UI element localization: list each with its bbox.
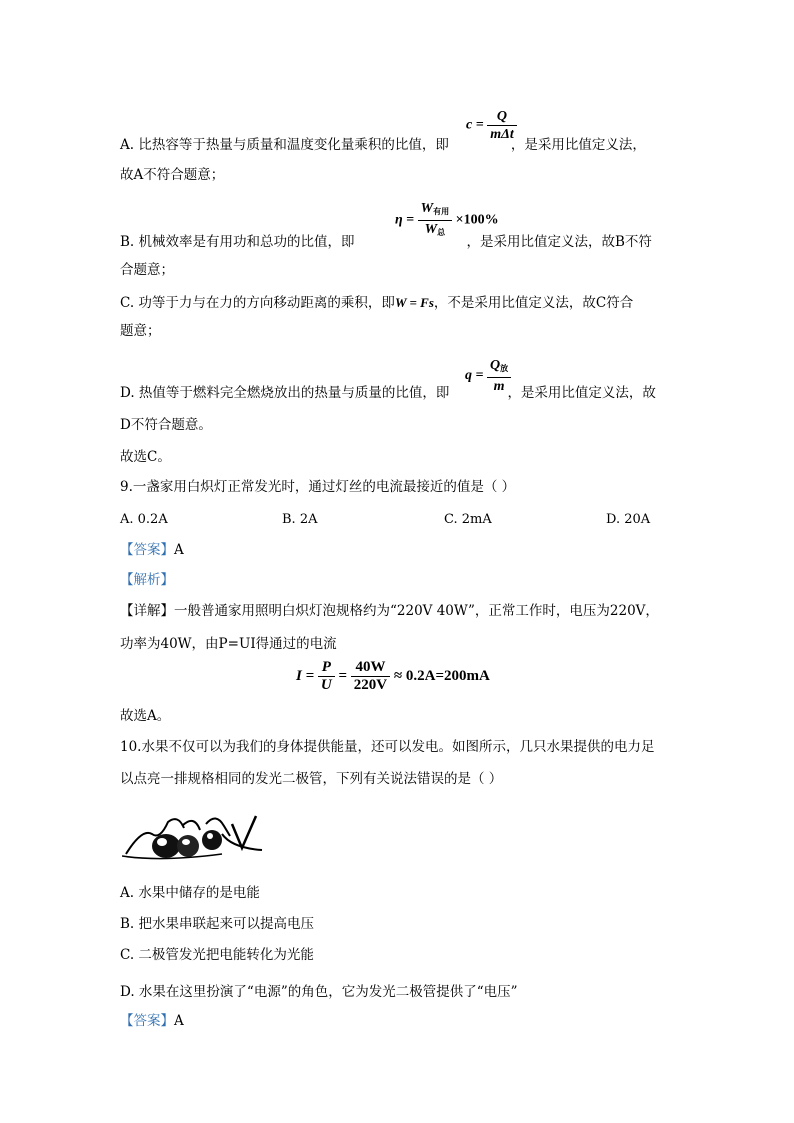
q9-detail-line-1: 【详解】一般普通家用照明白炽灯泡规格约为“220V 40W”，正常工作时，电压为220V， — [120, 603, 659, 619]
q10-option-b: B. 把水果串联起来可以提高电压 — [120, 916, 315, 932]
question-10-stem-line-2: 以点亮一排规格相同的发光二极管，下列有关说法错误的是（ ） — [120, 771, 503, 787]
q9-conclusion: 故选A。 — [120, 708, 171, 724]
formula-specific-heat: c = $\frac{Q}{\text{mΔt}}$ — [466, 108, 517, 143]
answer-tag: 【答案】 — [120, 1013, 174, 1029]
option-b-line-1: B. 机械效率是有用功和总功的比值，即 ，是采用比值定义法，故B不符 — [120, 234, 652, 250]
q9-analysis-tag: 【解析】 — [120, 572, 174, 588]
q10-option-a: A. 水果中储存的是电能 — [120, 885, 260, 901]
q10-option-d: D. 水果在这里扮演了“电源”的角色，它为发光二极管提供了“电压” — [120, 984, 518, 1000]
option-d-line-1: D. 热值等于燃料完全燃烧放出的热量与质量的比值，即 ，是采用比值定义法，故 — [120, 385, 656, 401]
option-a-line-1: A. 比热容等于热量与质量和温度变化量乘积的比值，即 ，是采用比值定义法， — [120, 137, 646, 153]
q10-option-c: C. 二极管发光把电能转化为光能 — [120, 947, 314, 963]
question-10-stem-line-1: 10.水果不仅可以为我们的身体提供能量，还可以发电。如图所示，几只水果提供的电力足 — [120, 739, 655, 755]
fruit-battery-figure — [122, 808, 272, 864]
option-c-line-2: 题意； — [120, 323, 161, 339]
q9-detail-line-2: 功率为40W，由P=UI得通过的电流 — [120, 636, 337, 652]
option-a-line-2: 故A不符合题意； — [120, 167, 225, 183]
option-d-line-2: D不符合题意。 — [120, 417, 212, 433]
q10-answer: 【答案】A — [120, 1013, 184, 1029]
formula-heat-value: q = $\frac{Q_放}{m}$ — [465, 357, 511, 395]
q9-option-c: C. 2mA — [444, 512, 492, 527]
answer-tag: 【答案】 — [120, 542, 174, 558]
formula-efficiency: η = $\frac{W_{有用}}{W_总}$ ×100% — [395, 201, 499, 237]
formula-work: W = Fs — [394, 295, 434, 310]
option-b-line-2: 合题意； — [120, 262, 174, 278]
conclusion-q8: 故选C。 — [120, 449, 171, 465]
q9-option-a: A. 0.2A — [120, 512, 168, 527]
formula-current: I = $\frac{P}{U}$ = $\frac{40W}{220V}$ ≈ 0.2A=200mA — [296, 659, 490, 693]
question-9-stem: 9.一盏家用白炽灯正常发光时，通过灯丝的电流最接近的值是（ ） — [120, 479, 516, 495]
q9-option-b: B. 2A — [282, 512, 318, 527]
q9-option-d: D. 20A — [606, 512, 651, 527]
q9-answer: 【答案】A — [120, 542, 184, 558]
option-c-line-1: C. 功等于力与在力的方向移动距离的乘积，即W = Fs，不是采用比值定义法，故C符合 — [120, 295, 634, 311]
